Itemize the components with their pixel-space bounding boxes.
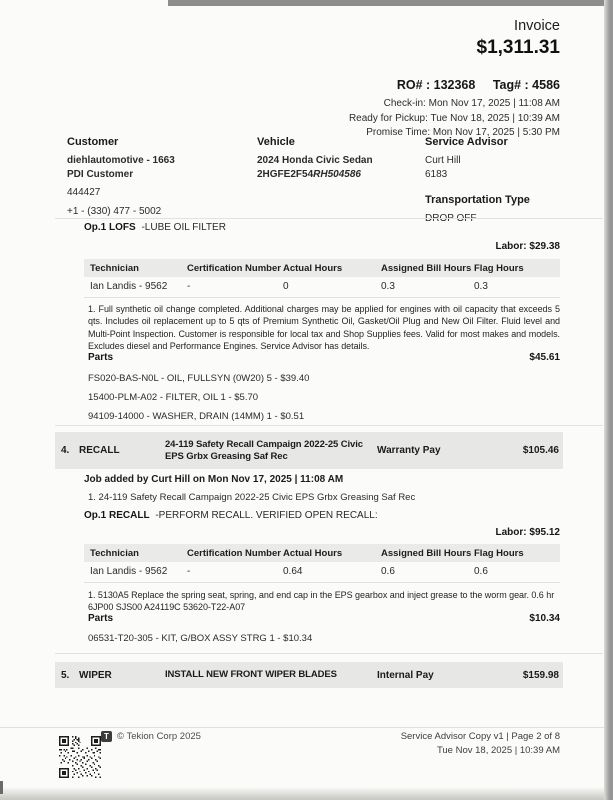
vehicle-vin [257,168,425,182]
col-assigned-bill-hours: Assigned Bill Hours [381,544,474,562]
job-line-number: 4. [61,445,70,456]
customer-number: 444427 [67,187,101,198]
recall-op-code: Op.1 RECALL [84,510,150,521]
job-total: $105.46 [522,445,559,456]
col-flag-hours: Flag Hours [474,259,560,277]
copyright-text: © Tekion Corp 2025 [117,731,201,742]
col-flag-hours: Flag Hours [474,544,560,562]
customer-block [67,136,257,226]
ro-tag-line [349,78,560,92]
flag-hours-cell: 0.6 [474,562,560,582]
copy-label: Service Advisor Copy v1 | Page 2 of 8 [400,731,560,742]
recall-technician-table [84,544,560,583]
parts-total: $45.61 [529,352,560,363]
certification-cell: - [187,277,283,297]
technician-cell: Ian Landis - 9562 [84,277,187,297]
qr-code [59,736,101,778]
job-name: WIPER [79,669,112,681]
parties-section [67,136,560,226]
job-name: RECALL [79,445,120,456]
part-line: 94109-14000 - WASHER, DRAIN (14MM) 1 - $0.51 [88,411,305,422]
parts-label: Parts [88,352,114,363]
recall-note: 1. 5130A5 Replace the spring seat, spring, and end cap in the EPS gearbox and inject grease to the worm gear. 0.6 hr 6JP00 SJS00 A24119C 53620-T22-A07 [88,590,555,613]
technician-cell: Ian Landis - 9562 [84,562,187,582]
invoice-label: Invoice [514,18,560,34]
section-divider [55,653,603,654]
customer-title: Customer [67,136,119,148]
section-divider [55,425,603,426]
invoice-header [349,18,560,141]
lofs-technician-table [84,259,560,298]
advisor-title: Service Advisor [425,136,508,148]
lofs-part-lines [88,369,560,426]
recall-labor-total: Labor: $95.12 [495,527,560,538]
scan-edge-bottom [0,787,604,800]
printed-timestamp: Tue Nov 18, 2025 | 10:39 AM [436,745,560,756]
col-assigned-bill-hours: Assigned Bill Hours [381,259,474,277]
transportation-title: Transportation Type [425,194,530,206]
advisor-name: Curt Hill [425,155,461,166]
lofs-op-title [84,222,226,233]
tag-number: Tag# : 4586 [492,78,560,92]
job-added-line: Job added by Curt Hill on Mon Nov 17, 2025 | 11:08 AM [84,474,344,485]
footer-meta [401,730,560,758]
recall-op-desc: -PERFORM RECALL. VERIFIED OPEN RECALL: [155,510,378,521]
scan-edge-right [604,0,613,800]
customer-type: PDI Customer [67,168,134,180]
lofs-labor-total: Labor: $29.38 [495,241,560,252]
copyright-line [101,731,201,742]
section-divider [55,218,603,219]
parts-total: $10.34 [529,613,560,624]
transportation-block [425,194,560,226]
certification-cell: - [187,562,283,582]
table-header-row [84,544,560,562]
lofs-op-desc: -LUBE OIL FILTER [141,222,226,233]
promise-time: Promise Time: Mon Nov 17, 2025 | 5:30 PM [366,127,560,138]
part-line: FS020-BAS-N0L - OIL, FULLSYN (0W20) 5 - $39.40 [88,373,310,384]
job-description: 24-119 Safety Recall Campaign 2022-25 Civic EPS Grbx Greasing Saf Rec [165,438,363,462]
checkin-time: Check-in: Mon Nov 17, 2025 | 11:08 AM [383,98,560,109]
table-row [84,562,560,582]
vin-italic-part: RH504586 [313,168,361,180]
col-certification: Certification Number [187,544,283,562]
scan-edge-left-mark [0,781,3,794]
recall-part-lines [88,629,560,648]
recall-concern-line: 1. 24-119 Safety Recall Campaign 2022-25 Civic EPS Grbx Greasing Saf Rec [88,492,416,503]
job-line-number: 5. [61,669,70,681]
job-total: $159.98 [522,669,559,681]
col-technician: Technician [84,544,187,562]
advisor-block [425,136,560,226]
wiper-job-band [55,662,563,688]
recall-op-title [84,510,378,521]
recall-job-band [55,432,563,469]
vin-plain-part: 2HGFE2F54 [257,168,314,180]
vehicle-block [257,136,425,226]
flag-hours-cell: 0.3 [474,277,560,297]
footer-divider [0,727,604,728]
actual-hours-cell: 0.64 [283,562,381,582]
part-line: 15400-PLM-A02 - FILTER, OIL 1 - $5.70 [88,392,259,403]
transportation-value: DROP OFF [425,213,477,224]
invoice-total: $1,311.31 [476,37,560,58]
parts-label: Parts [88,613,114,624]
customer-name: diehlautomotive - 1663 [67,155,175,166]
scan-edge-top [168,0,613,6]
col-actual-hours: Actual Hours [283,259,381,277]
header-dates [349,97,560,141]
col-actual-hours: Actual Hours [283,544,381,562]
vehicle-title: Vehicle [257,136,295,148]
lofs-op-code: Op.1 LOFS [84,222,136,233]
job-pay-type: Warranty Pay [377,445,441,456]
table-row [84,277,560,297]
customer-phone: +1 - (330) 477 - 5002 [67,205,162,217]
ro-number: RO# : 132368 [396,78,476,92]
col-certification: Certification Number [187,259,283,277]
assigned-bill-hours-cell: 0.6 [381,562,474,582]
advisor-number: 6183 [425,168,448,180]
lofs-note: 1. Full synthetic oil change completed. Additional charges may be applied for engines with oil capacity that exceeds 5 qts. Includes oil replacement up to 5 qts of Premium Synthetic Oil, Gasket/Oil Plug and New Oil Filter. Fluid level and Multi-Point Inspection. Customer is responsible for local tax and Shop Supplies fees. Valid for most makes and models. Excludes diesel and Performance Engines. Service Advisor has details. [88,304,560,351]
assigned-bill-hours-cell: 0.3 [381,277,474,297]
lofs-parts-row [88,352,560,363]
recall-parts-row [88,613,560,624]
actual-hours-cell: 0 [283,277,381,297]
ready-for-pickup-time: Ready for Pickup: Tue Nov 18, 2025 | 10:39 AM [348,112,560,124]
vehicle-model: 2024 Honda Civic Sedan [257,155,373,166]
job-description: INSTALL NEW FRONT WIPER BLADES [165,669,337,680]
tekion-logo-icon: T [101,731,112,742]
part-line: 06531-T20-305 - KIT, G/BOX ASSY STRG 1 - $10.34 [88,633,313,644]
col-technician: Technician [84,259,187,277]
table-header-row [84,259,560,277]
job-pay-type: Internal Pay [377,669,434,681]
